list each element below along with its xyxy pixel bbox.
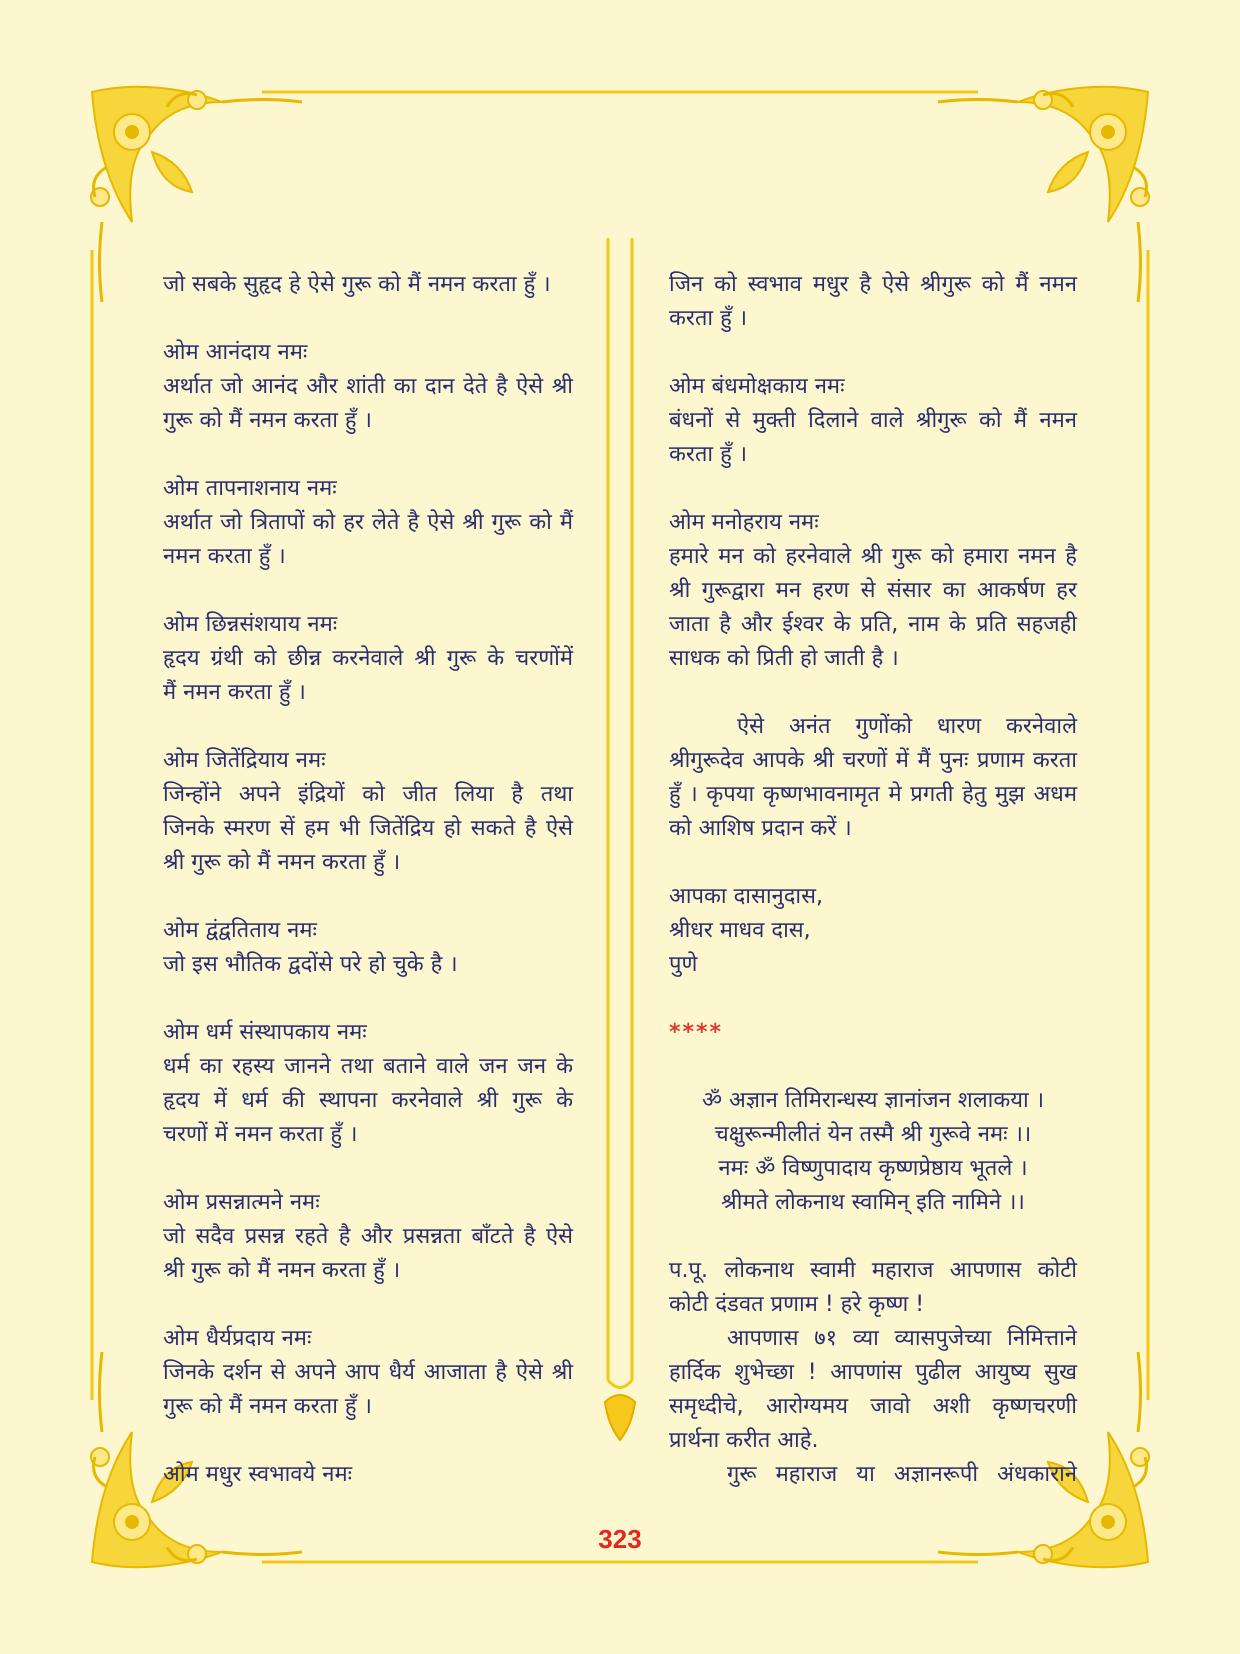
mantra-heading: ओम तापनाशनाय नमः: [163, 476, 337, 501]
marathi-text: हार्दिक शुभेच्छा ! आपणांस पुढील आयुष्य सुख: [669, 1360, 1077, 1385]
closing-paragraph: [669, 710, 1077, 846]
mantra-heading: ओम आनंदाय नमः: [163, 340, 308, 365]
intro-text: जिन को स्वभाव मधुर है ऐसे श्रीगुरू को मैं नमन: [669, 272, 1077, 297]
shloka-line: ॐ अज्ञान तिमिरान्धस्य ज्ञानांजन शलाकया ।: [701, 1088, 1045, 1113]
mantra-section: [163, 1458, 573, 1492]
signature-line: श्रीधर माधव दास,: [669, 918, 811, 943]
mantra-heading: ओम धर्म संस्थापकाय नमः: [163, 1020, 367, 1045]
mantra-heading: ओम धैर्यप्रदाय नमः: [163, 1326, 312, 1351]
mantra-text: जो सदैव प्रसन्न रहते है और प्रसन्नता बाँटते है ऐसे: [163, 1224, 573, 1249]
mantra-text: जिनके दर्शन से अपने आप धैर्य आजाता है ऐसे श्री: [163, 1360, 573, 1385]
intro-text: करता हुँ ।: [669, 306, 748, 331]
closing-text: श्रीगुरूदेव आपके श्री चरणों में मैं पुनः प्रणाम करता: [669, 748, 1077, 773]
closing-text: को आशिष प्रदान करें ।: [669, 816, 852, 841]
mantra-text: हृदय में धर्म की स्थापना करनेवाले श्री गुरू के: [163, 1088, 573, 1113]
mantra-text: चरणों में नमन करता हुँ ।: [163, 1122, 358, 1147]
mantra-heading: ओम द्वंद्वतिताय नमः: [163, 918, 317, 943]
marathi-text: कोटी दंडवत प्रणाम ! हरे कृष्ण !: [669, 1292, 925, 1317]
intro-text: जो सबके सुहृद हे ऐसे गुरू को मैं नमन करता हुँ ।: [163, 272, 551, 297]
mantra-text: गुरू को मैं नमन करता हुँ ।: [163, 1394, 372, 1419]
intro-block: [669, 268, 1077, 336]
shloka: [669, 1084, 1077, 1220]
mantra-section: [163, 336, 573, 438]
mantra-heading: ओम जितेंद्रियाय नमः: [163, 748, 326, 773]
shloka-line: चक्षुरून्मीलीतं येन तस्मै श्री गुरूवे नमः ।।: [714, 1122, 1032, 1147]
mantra-text: श्री गुरू को मैं नमन करता हुँ ।: [163, 850, 401, 875]
mantra-text: धर्म का रहस्य जानने तथा बताने वाले जन जन के: [163, 1054, 573, 1079]
mantra-text: बंधनों से मुक्ती दिलाने वाले श्रीगुरू को मैं नमन: [669, 408, 1077, 433]
signature: [669, 880, 1077, 982]
separator: [669, 1016, 1077, 1050]
mantra-section: [669, 506, 1077, 676]
mantra-heading: ओम प्रसन्नात्मने नमः: [163, 1190, 320, 1215]
mantra-text: जाता है और ईश्वर के प्रति, नाम के प्रति सहजही: [669, 612, 1077, 637]
mantra-text: जिनके स्मरण सें हम भी जितेंद्रिय हो सकते है ऐसे: [163, 816, 573, 841]
mantra-text: जिन्होंने अपने इंद्रियों को जीत लिया है तथा: [163, 782, 573, 807]
marathi-paragraph: [669, 1254, 1077, 1492]
marathi-text: प्रार्थना करीत आहे.: [669, 1428, 819, 1453]
mantra-text: हमारे मन को हरनेवाले श्री गुरू को हमारा नमन है: [669, 544, 1077, 569]
mantra-heading: ओम मधुर स्वभावये नमः: [163, 1462, 353, 1487]
signature-line: पुणे: [669, 952, 698, 977]
mantra-section: [163, 914, 573, 982]
mantra-section: [163, 472, 573, 574]
right-column: [669, 268, 1077, 1492]
closing-text: हुँ । कृपया कृष्णभावनामृत मे प्रगती हेतु मुझ अधम: [669, 782, 1077, 807]
mantra-text: श्री गुरू को मैं नमन करता हुँ ।: [163, 1258, 401, 1283]
marathi-text: समृध्दीचे, आरोग्यमय जावो अशी कृष्णचरणी: [669, 1394, 1077, 1419]
mantra-section: [669, 370, 1077, 472]
intro-block: [163, 268, 573, 302]
mantra-text: गुरू को मैं नमन करता हुँ ।: [163, 408, 372, 433]
mantra-text: नमन करता हुँ ।: [163, 544, 286, 569]
mantra-text: श्री गुरूद्वारा मन हरण से संसार का आकर्षण हर: [669, 578, 1077, 603]
mantra-section: [163, 1016, 573, 1152]
marathi-text: प.पू. लोकनाथ स्वामी महाराज आपणास कोटी: [669, 1258, 1077, 1283]
mantra-heading: ओम बंधमोक्षकाय नमः: [669, 374, 845, 399]
mantra-text: साधक को प्रिती हो जाती है ।: [669, 646, 899, 671]
mantra-text: मैं नमन करता हुँ ।: [163, 680, 306, 705]
shloka-line: नमः ॐ विष्णुपादाय कृष्णप्रेष्ठाय भूतले ।: [718, 1156, 1028, 1181]
mantra-section: [163, 744, 573, 880]
mantra-heading: ओम छिन्नसंशयाय नमः: [163, 612, 338, 637]
mantra-section: [163, 608, 573, 710]
mantra-heading: ओम मनोहराय नमः: [669, 510, 819, 535]
mantra-text: करता हुँ ।: [669, 442, 748, 467]
page-number: 323: [598, 1524, 642, 1554]
mantra-text: अर्थात जो आनंद और शांती का दान देते है ऐसे श्री: [163, 374, 573, 399]
marathi-text: गुरू महाराज या अज्ञानरूपी अंधकाराने: [727, 1462, 1077, 1487]
left-column: [163, 268, 573, 1526]
mantra-text: अर्थात जो त्रितापों को हर लेते है ऐसे श्री गुरू को मैं: [163, 510, 573, 535]
closing-text: ऐसे अनंत गुणोंको धारण करनेवाले: [737, 714, 1077, 739]
separator-stars: ****: [669, 1020, 724, 1045]
shloka-line: श्रीमते लोकनाथ स्वामिन् इति नामिने ।।: [721, 1190, 1025, 1215]
mantra-section: [163, 1322, 573, 1424]
mantra-section: [163, 1186, 573, 1288]
signature-line: आपका दासानुदास,: [669, 884, 823, 909]
mantra-text: हृदय ग्रंथी को छीन्न करनेवाले श्री गुरू के चरणोंमें: [163, 646, 573, 671]
marathi-text: आपणास ७१ व्या व्यासपुजेच्या निमित्ताने: [727, 1326, 1077, 1351]
mantra-text: जो इस भौतिक द्वदोंसे परे हो चुके है ।: [163, 952, 458, 977]
